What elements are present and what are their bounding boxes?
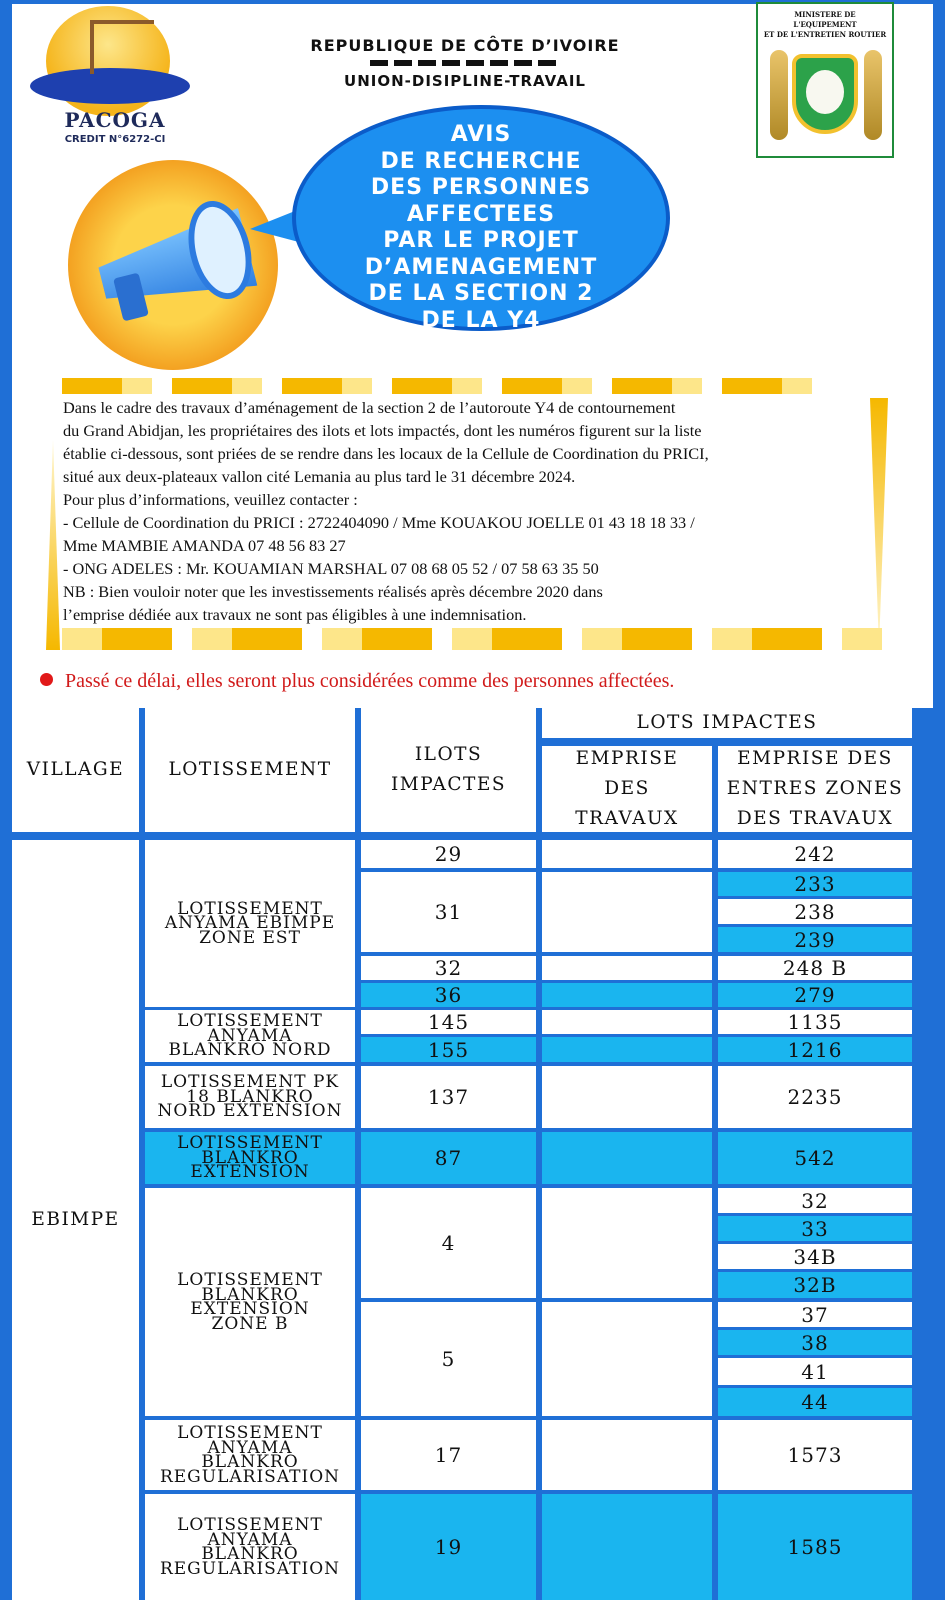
lot-cell: 32B [718,1272,912,1298]
lotissement-line: LOTISSEMENT PK [160,1072,340,1093]
lotissement-line: ANYAMA [207,1529,293,1550]
lotissement-cell [145,840,355,1007]
logo-credit: CREDIT N°6272-CI [64,134,166,145]
header-ilots-line: ILOTS [414,744,483,765]
lot-cell: 542 [718,1132,912,1184]
ilot-cell: 17 [361,1420,536,1490]
header-ilots-line: IMPACTES [390,774,507,795]
impacted-lots-table [12,708,933,1600]
logo-name: PACOGA [64,108,166,132]
emprise-cell [542,983,712,1007]
notice-line: - ONG ADELES : Mr. KOUAMIAN MARSHAL 07 08 68 05 52 / 07 58 63 35 50 [63,559,599,578]
lotissement-line: REGULARISATION [159,1466,341,1487]
lotissement-line: LOTISSEMENT [177,1423,323,1443]
lotissement-line: REGULARISATION [159,1558,341,1579]
emprise-cell [542,1188,712,1298]
emprise-cell [542,956,712,980]
lotissement-line: LOTISSEMENT [177,1011,323,1032]
palm-tree-icon [770,50,788,140]
lotissement-cell [145,1494,355,1600]
header-lots-impactes: LOTS IMPACTES [542,708,912,738]
village-cell: EBIMPE [12,840,139,1600]
ilot-cell: 87 [361,1132,536,1184]
lotissement-line: NORD EXTENSION [157,1101,343,1122]
lot-cell: 242 [718,840,912,868]
header-emprise-line: DES [604,778,650,799]
lot-cell: 44 [718,1388,912,1416]
emprise-cell [542,872,712,952]
header-entres-line: DES TRAVAUX [736,808,894,829]
lotissement-cell [145,1010,355,1062]
lotissement-line: 18 BLANKRO [186,1086,314,1107]
ilot-cell: 155 [361,1037,536,1062]
lotissement-cell [145,1188,355,1416]
title-line: DES PERSONNES [370,175,592,200]
lotissement-line: BLANKRO [201,1284,299,1305]
notice-line: Mme MAMBIE AMANDA 07 48 56 83 27 [63,536,346,555]
ministry-logo [756,2,894,158]
lot-cell: 33 [718,1216,912,1241]
lotissement-line: BLANKRO [201,1544,299,1564]
lotissement-cell [145,1066,355,1128]
emprise-cell [542,840,712,868]
palm-tree-icon [864,50,882,140]
header-lotissement: LOTISSEMENT [145,708,355,832]
lotissement-line: ANYAMA [207,1025,293,1046]
red-bullet-icon [40,673,53,686]
title-line: AVIS [450,122,512,147]
deadline-warning [40,670,920,693]
notice-body [63,396,875,626]
notice-line: l’emprise dédiée aux travaux ne sont pas éligibles à une indemnisation. [63,605,527,624]
lot-cell: 2235 [718,1066,912,1128]
lotissement-line: LOTISSEMENT [177,1133,323,1154]
logo-crane-icon [90,20,154,74]
ilot-cell: 31 [361,872,536,952]
header-village: VILLAGE [12,708,139,832]
header-emprise-line: EMPRISE [575,748,679,769]
header-emprise [542,746,712,832]
lot-cell: 38 [718,1330,912,1355]
pacoga-logo [30,6,190,146]
lotissement-cell [145,1132,355,1184]
notice-line: situé aux deux-plateaux vallon cité Lemania au plus tard le 31 décembre 2024. [63,467,576,486]
national-motto: UNION-DISIPLINE-TRAVAIL [344,72,586,90]
ministry-line-1: MINISTERE DE L'EQUIPEMENT [793,10,857,29]
dash-divider [370,60,560,66]
republic-title: REPUBLIQUE DE CÔTE D’IVOIRE [310,36,620,55]
ilot-cell: 137 [361,1066,536,1128]
lot-cell: 1573 [718,1420,912,1490]
lotissement-line: ZONE EST [199,927,301,948]
ministry-line-2: ET DE L'ENTRETIEN ROUTIER [763,30,887,39]
lotissement-line: BLANKRO [201,1147,299,1168]
notice-line: - Cellule de Coordination du PRICI : 2722404090 / Mme KOUAKOU JOELLE 01 43 18 18 33 / [63,513,695,532]
emprise-cell [542,1010,712,1034]
title-line: DE RECHERCHE [380,148,582,174]
decorative-arrows-bottom [62,628,882,650]
title-line: D’AMENAGEMENT [364,254,598,280]
ilot-cell: 145 [361,1010,536,1034]
elephant-icon [806,70,844,114]
lotissement-line: LOTISSEMENT [177,1515,323,1535]
lot-cell: 248 B [718,956,912,980]
emprise-cell [542,1037,712,1062]
lot-cell: 279 [718,983,912,1007]
ministry-name [762,10,888,40]
lot-cell: 1585 [718,1494,912,1600]
notice-line: du Grand Abidjan, les propriétaires des ilots et lots impactés, dont les numéros figurent sur la liste [63,421,702,440]
header-emprise-line: TRAVAUX [575,808,679,829]
header-entres-line: EMPRISE DES [737,748,893,769]
ilot-cell: 29 [361,840,536,868]
lotissement-line: ANYAMA EBIMPE [164,913,336,934]
emprise-cell [542,1132,712,1184]
emprise-cell [542,1302,712,1416]
decorative-arrows-top [62,378,822,394]
ilot-cell: 19 [361,1494,536,1600]
title-line: DE LA SECTION 2 [368,281,594,306]
ilot-cell: 32 [361,956,536,980]
lot-cell: 34B [718,1244,912,1269]
warning-text: Passé ce délai, elles seront plus considérées comme des personnes affectées. [65,670,675,692]
emprise-cell [542,1420,712,1490]
header-ilots [361,708,536,832]
notice-line: établie ci-dessous, sont priées de se rendre dans les locaux de la Cellule de Coordination du PRICI, [63,444,709,463]
ilot-cell: 36 [361,983,536,1007]
lot-cell: 239 [718,927,912,952]
emprise-cell [542,1066,712,1128]
notice-line: Dans le cadre des travaux d’aménagement de la section 2 de l’autoroute Y4 de contournement [63,398,676,417]
lotissement-line: EXTENSION [190,1299,310,1319]
emprise-cell [542,1494,712,1600]
notice-title [320,122,642,334]
lotissement-cell [145,1420,355,1490]
lotissement-line: LOTISSEMENT [177,1270,323,1290]
lot-cell: 238 [718,899,912,924]
notice-line: Pour plus d’informations, veuillez contacter : [63,490,358,509]
lot-cell: 1135 [718,1010,912,1034]
lotissement-line: LOTISSEMENT [177,898,323,919]
title-line: PAR LE PROJET [383,228,579,253]
title-line: AFFECTEES [406,201,556,227]
lot-cell: 37 [718,1302,912,1327]
header-entres-zones [718,746,912,832]
ilot-cell: 5 [361,1302,536,1416]
header-entres-line: ENTRES ZONES [726,778,904,799]
lot-cell: 32 [718,1188,912,1213]
notice-line: NB : Bien vouloir noter que les investissements réalisés après décembre 2020 dans [63,582,603,601]
title-line: DE LA Y4 [421,307,541,333]
lotissement-line: EXTENSION [190,1162,310,1183]
lotissement-line: BLANKRO NORD [168,1040,332,1061]
lot-cell: 41 [718,1358,912,1385]
lotissement-line: ZONE B [211,1313,289,1334]
lot-cell: 1216 [718,1037,912,1062]
lotissement-line: BLANKRO [201,1452,299,1472]
lot-cell: 233 [718,872,912,896]
ilot-cell: 4 [361,1188,536,1298]
lotissement-line: ANYAMA [207,1437,293,1458]
